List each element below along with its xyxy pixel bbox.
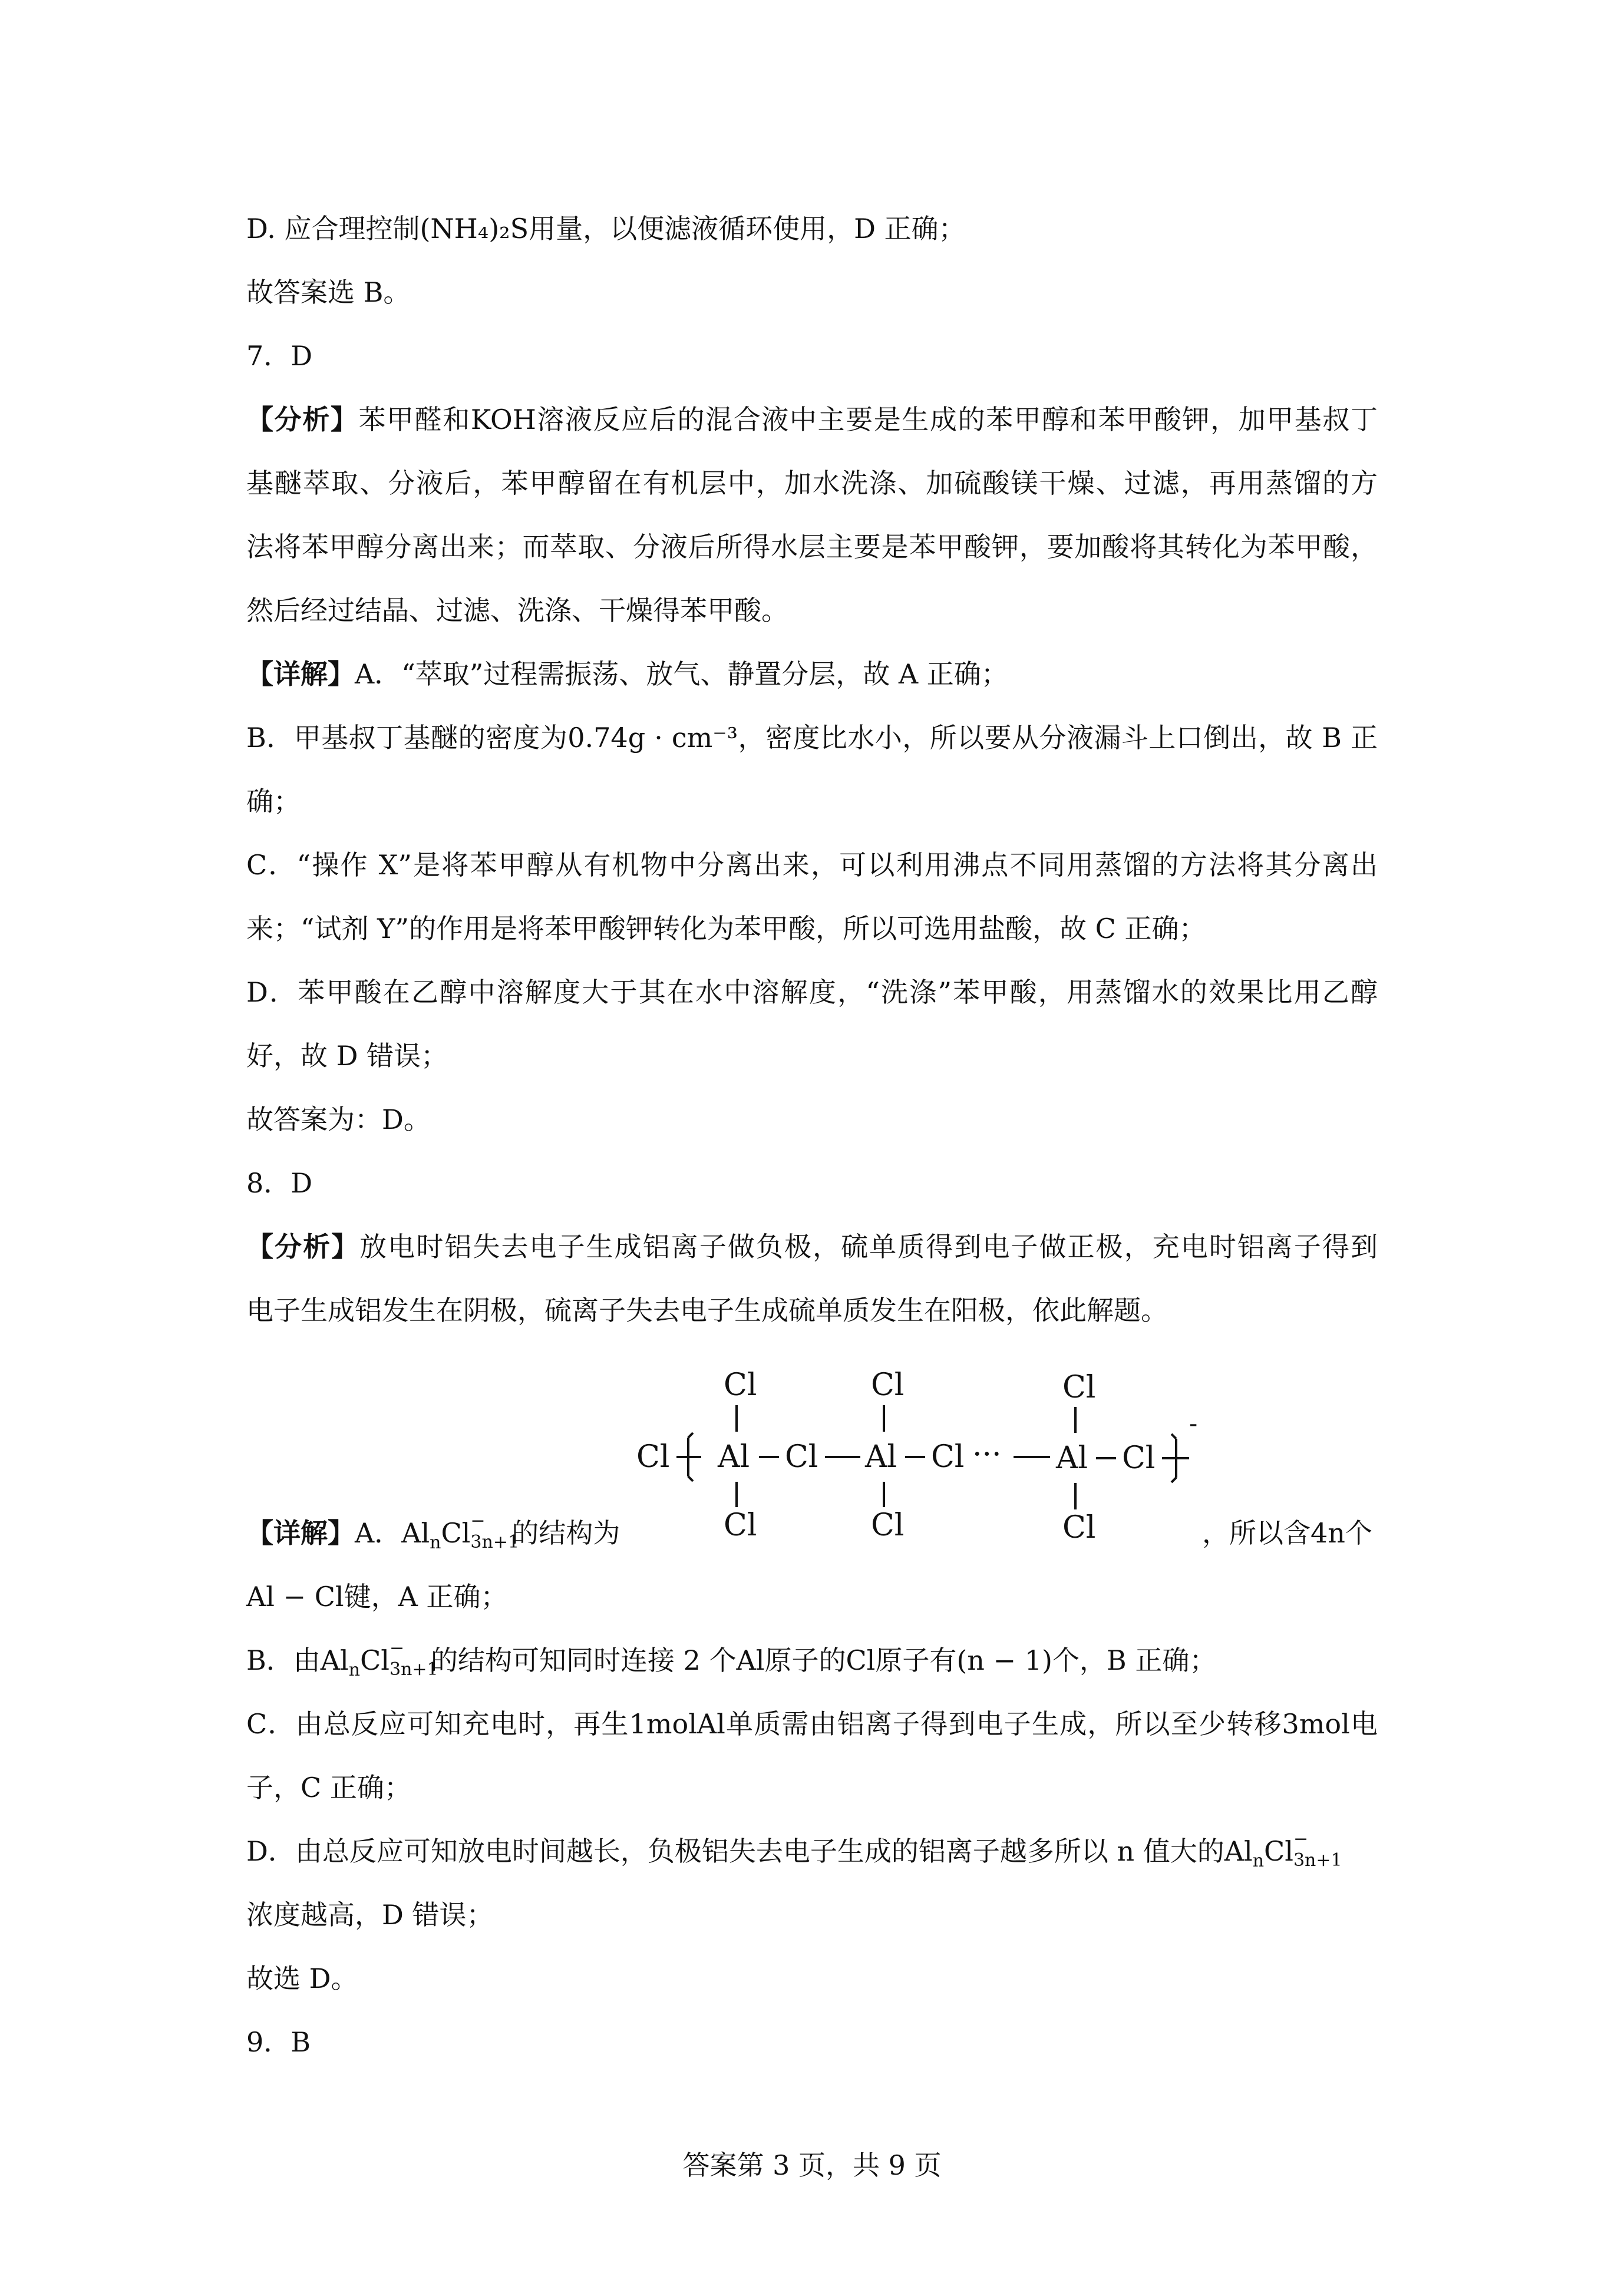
text-line: 确； [246, 785, 301, 817]
formula-subsup [470, 1511, 520, 1552]
text-line: 子，C 正确； [246, 1772, 411, 1803]
atom-cl-top-1: Cl [724, 1367, 757, 1403]
text-line: 来；“试剂 Y”的作用是将苯甲酸钾转化为苯甲酸，所以可选用盐酸，故 C 正确； [246, 913, 1206, 944]
text-span: A．Al [355, 1517, 430, 1549]
text-span: Cl [441, 1517, 471, 1549]
text-line: B．甲基叔丁基醚的密度为0.74g · cm⁻³，密度比水小，所以要从分液漏斗上口倒出，故 B 正 [246, 722, 1378, 754]
text-span: A．“萃取”过程需振荡、放气、静置分层，故 A 正确； [355, 658, 1008, 690]
text-span: 的结构为 [511, 1517, 620, 1549]
formula-subscript: 3n+1 [470, 1532, 520, 1552]
question-number: 9．B [246, 2026, 311, 2058]
text-line: 法将苯甲醇分离出来；而萃取、分液后所得水层主要是苯甲酸钾，要加酸将其转化为苯甲酸， [246, 531, 1378, 563]
text-span: Cl [1264, 1835, 1293, 1867]
atom-cl-bottom-2: Cl [871, 1508, 905, 1543]
atom-al-3: Al [1056, 1441, 1088, 1476]
text-line: 基醚萃取、分液后，苯甲醇留在有机层中，加水洗涤、加硫酸镁干燥、过滤，再用蒸馏的方 [246, 467, 1378, 499]
atom-al-1: Al [718, 1439, 750, 1475]
text-line: 然后经过结晶、过滤、洗涤、干燥得苯甲酸。 [246, 594, 788, 626]
formula-superscript: − [470, 1511, 486, 1531]
text-span: B．由Al [246, 1644, 349, 1676]
formula-subsup [390, 1638, 438, 1680]
text-line: 故答案为：D。 [246, 1104, 431, 1135]
section-tag: 【分析】 [246, 1231, 360, 1263]
al-cl-structure-diagram [631, 1355, 1220, 1550]
atom-al-2: Al [865, 1439, 897, 1475]
section-tag: 【分析】 [246, 404, 359, 435]
formula-subscript: n [1252, 1851, 1265, 1871]
text-span: 放电时铝失去电子生成铝离子做负极，硫单质得到电子做正极，充电时铝离子得到 [359, 1231, 1378, 1263]
atom-cl-bottom-3: Cl [1062, 1510, 1096, 1545]
formula-superscript: − [1293, 1829, 1309, 1849]
text-line: D．苯甲酸在乙醇中溶解度大于其在水中溶解度，“洗涤”苯甲酸，用蒸馏水的效果比用乙醇 [246, 976, 1378, 1008]
text-line: Al − Cl键，A 正确； [246, 1581, 508, 1613]
text-line: 故选 D。 [246, 1963, 358, 1994]
atom-cl-bridge-1: Cl [785, 1439, 818, 1475]
question-number: 7．D [246, 340, 313, 372]
question-number: 8．D [246, 1167, 313, 1199]
analysis-line [246, 402, 1378, 437]
page-footer: 答案第 3 页，共 9 页 [682, 2149, 942, 2181]
detail-line [246, 656, 1008, 692]
text-line [246, 1829, 1342, 1879]
structure-svg [631, 1355, 1220, 1550]
formula-subscript: 3n+1 [390, 1659, 438, 1680]
formula-subscript: 3n+1 [1293, 1850, 1342, 1871]
atom-cl-left: Cl [636, 1439, 670, 1475]
bracket-left [688, 1476, 693, 1481]
text-line: 浓度越高，D 错误； [246, 1899, 494, 1931]
text-line: ，所以含4n个 [1202, 1517, 1372, 1549]
formula-superscript: − [390, 1638, 405, 1659]
text-line: C．由总反应可知充电时，再生1molAl单质需由铝离子得到电子生成，所以至少转移3mol电 [246, 1708, 1378, 1740]
atom-cl-bottom-1: Cl [724, 1508, 757, 1543]
atom-cl-bridge-2: Cl [931, 1439, 965, 1475]
text-line: 电子生成铝发生在阴极，硫离子失去电子生成硫单质发生在阳极，依此解题。 [246, 1294, 1168, 1326]
text-span: 苯甲醛和KOH溶液反应后的混合液中主要是生成的苯甲醇和苯甲酸钾，加甲基叔丁 [358, 404, 1378, 435]
bracket-right [1171, 1434, 1176, 1439]
text-span: 的结构可知同时连接 2 个Al原子的Cl原子有(n − 1)个，B 正确； [431, 1644, 1217, 1676]
section-tag: 【详解】 [246, 1517, 355, 1549]
atom-cl-right: Cl [1122, 1441, 1156, 1476]
formula-subscript: n [430, 1532, 441, 1553]
atom-cl-top-2: Cl [871, 1367, 905, 1403]
text-line: 好，故 D 错误； [246, 1040, 448, 1072]
analysis-line [246, 1229, 1378, 1264]
bracket-right [1171, 1478, 1176, 1482]
text-line: 故答案选 B。 [246, 276, 411, 308]
text-line [246, 1638, 1217, 1688]
text-span: D．由总反应可知放电时间越长，负极铝失去电子生成的铝离子越多所以 n 值大的Al [246, 1835, 1253, 1867]
ellipsis: ··· [972, 1437, 1002, 1472]
atom-cl-top-3: Cl [1062, 1370, 1096, 1405]
text-line: C．“操作 X”是将苯甲醇从有机物中分离出来，可以利用沸点不同用蒸馏的方法将其分离出 [246, 849, 1378, 881]
formula-subsup [1293, 1829, 1342, 1871]
text-span: Cl [360, 1644, 390, 1676]
text-line: D. 应合理控制(NH₄)₂S用量，以便滤液循环使用，D 正确； [246, 213, 966, 245]
charge-sign: - [1189, 1409, 1198, 1438]
formula-subscript: n [348, 1660, 361, 1680]
detail-line [246, 1511, 620, 1561]
bracket-left [688, 1433, 693, 1438]
section-tag: 【详解】 [246, 658, 355, 690]
